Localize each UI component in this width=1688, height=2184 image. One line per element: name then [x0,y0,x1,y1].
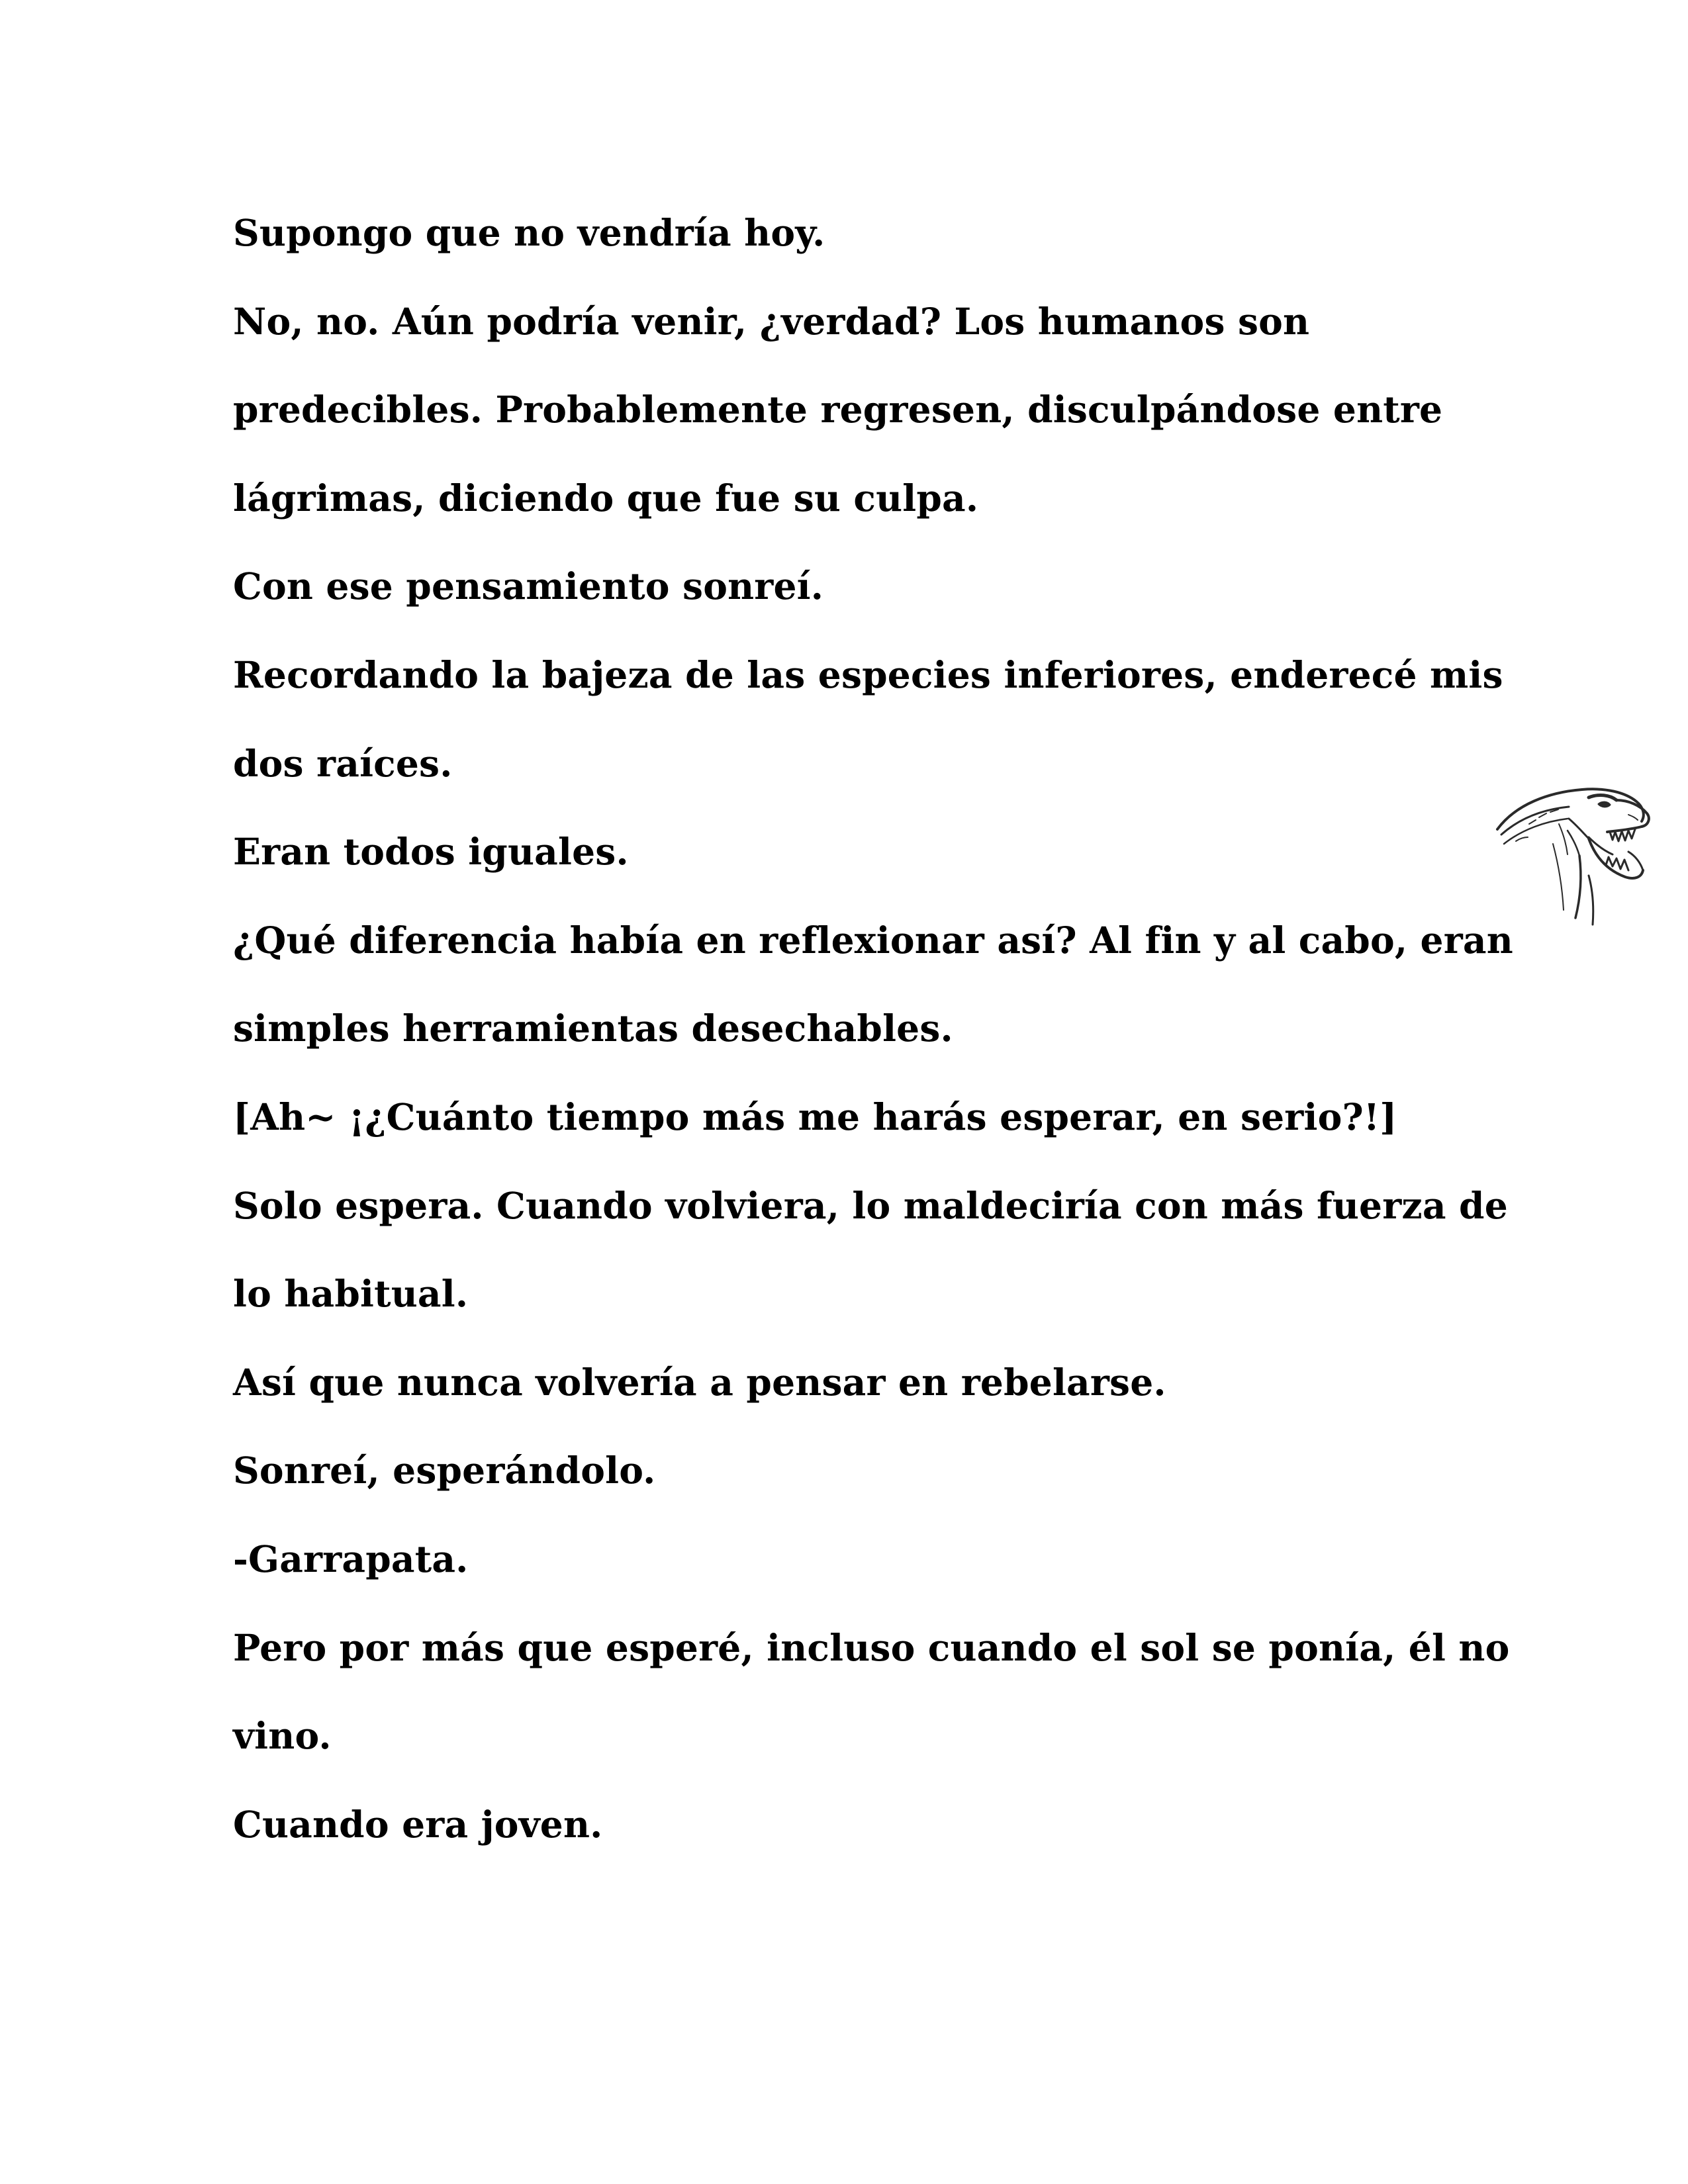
text-line: vino. [233,1714,332,1758]
text-line: Así que nunca volvería a pensar en rebelarse. [233,1360,1166,1404]
text-line: Solo espera. Cuando volviera, lo maldeciría con más fuerza de [233,1183,1508,1227]
text-line: predecibles. Probablemente regresen, disculpándose entre [233,388,1443,432]
text-line: Recordando la bajeza de las especies inferiores, enderecé mis [233,653,1503,696]
story-text [233,189,1513,1868]
text-line: -Garrapata. [233,1537,469,1580]
text-line: lo habitual. [233,1272,469,1316]
dinosaur-head-sketch-icon [1489,778,1658,930]
text-line: No, no. Aún podría venir, ¿verdad? Los humanos son [233,299,1310,343]
text-line: Eran todos iguales. [233,830,629,874]
text-line: Supongo que no vendría hoy. [233,211,825,254]
text-line: simples herramientas desechables. [233,1007,953,1050]
text-line: lágrimas, diciendo que fue su culpa. [233,476,979,520]
text-line: Con ese pensamiento sonreí. [233,565,824,608]
text-line: Cuando era joven. [233,1802,603,1846]
text-line: ¿Qué diferencia había en reflexionar así? Al fin y al cabo, eran [233,918,1513,962]
text-line: [Ah~ ¡¿Cuánto tiempo más me harás esperar, en serio?!] [233,1095,1397,1138]
text-line: dos raíces. [233,741,453,785]
text-line: Pero por más que esperé, incluso cuando el sol se ponía, él no [233,1625,1510,1669]
text-line: Sonreí, esperándolo. [233,1449,656,1492]
